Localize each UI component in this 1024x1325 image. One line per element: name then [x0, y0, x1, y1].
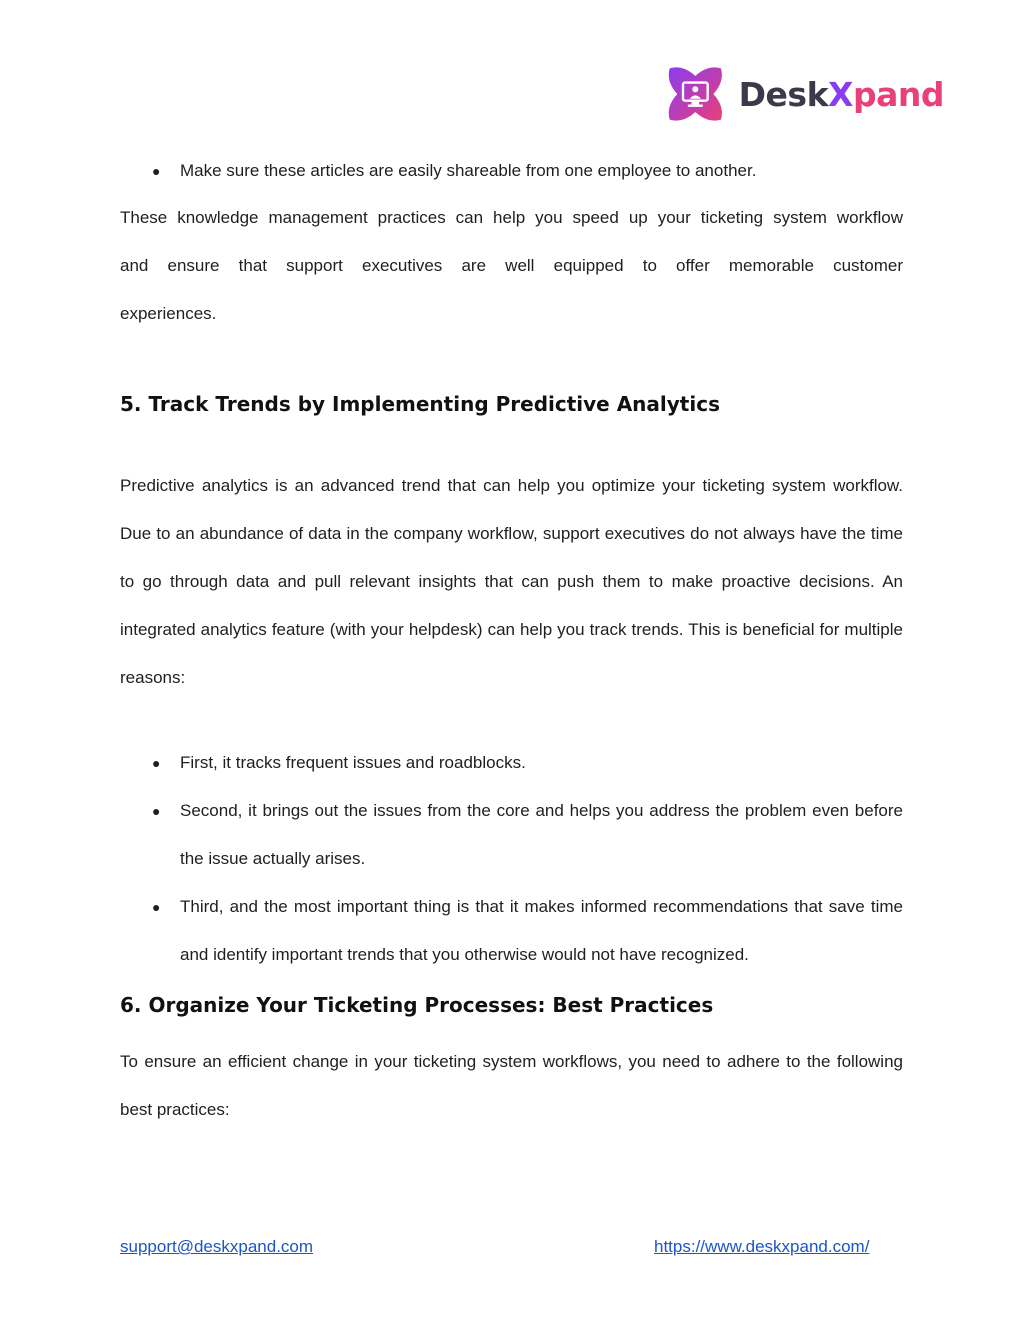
- list-item: ● Make sure these articles are easily shareable from one employee to another.: [120, 147, 903, 195]
- bullet-icon: ●: [152, 803, 161, 819]
- list-item: ● Second, it brings out the issues from the core and helps you address the problem even before the issue actually arises.: [120, 787, 903, 883]
- section5-bullet-list: [120, 739, 903, 979]
- section-heading: 6. Organize Your Ticketing Processes: Best Practices: [120, 993, 714, 1017]
- intro-bullet-list: [120, 147, 903, 195]
- bullet-icon: ●: [152, 899, 161, 915]
- bullet-icon: ●: [152, 755, 161, 771]
- list-item: ● First, it tracks frequent issues and roadblocks.: [120, 739, 903, 787]
- section5-paragraph: Predictive analytics is an advanced trend that can help you optimize your ticketing system workflow. Due to an abundance of data in the company workflow, support executives do not always have the time to go through data and pull relevant insights that can push them to make proactive decisions. An integrated analytics feature (with your helpdesk) can help you track trends. This is beneficial for multiple reasons:: [120, 476, 903, 687]
- monitor-user-icon: [664, 61, 727, 127]
- brand-name: DeskXpand: [738, 74, 944, 114]
- website-link[interactable]: https://www.deskxpand.com/: [654, 1237, 870, 1256]
- bullet-icon: ●: [152, 163, 161, 179]
- section6-paragraph: To ensure an efficient change in your ticketing system workflows, you need to adhere to the following best practices:: [120, 1052, 903, 1119]
- list-item: ● Third, and the most important thing is that it makes informed recommendations that save time and identify important trends that you otherwise would not have recognized.: [120, 883, 903, 979]
- section-heading: 5. Track Trends by Implementing Predictive Analytics: [120, 392, 720, 416]
- brand-logo: [664, 60, 944, 128]
- intro-paragraph: These knowledge management practices can help you speed up your ticketing system workflow and ensure that support executives are well equipped to offer memorable customer experiences.: [120, 208, 903, 323]
- support-email-link[interactable]: support@deskxpand.com: [120, 1237, 314, 1256]
